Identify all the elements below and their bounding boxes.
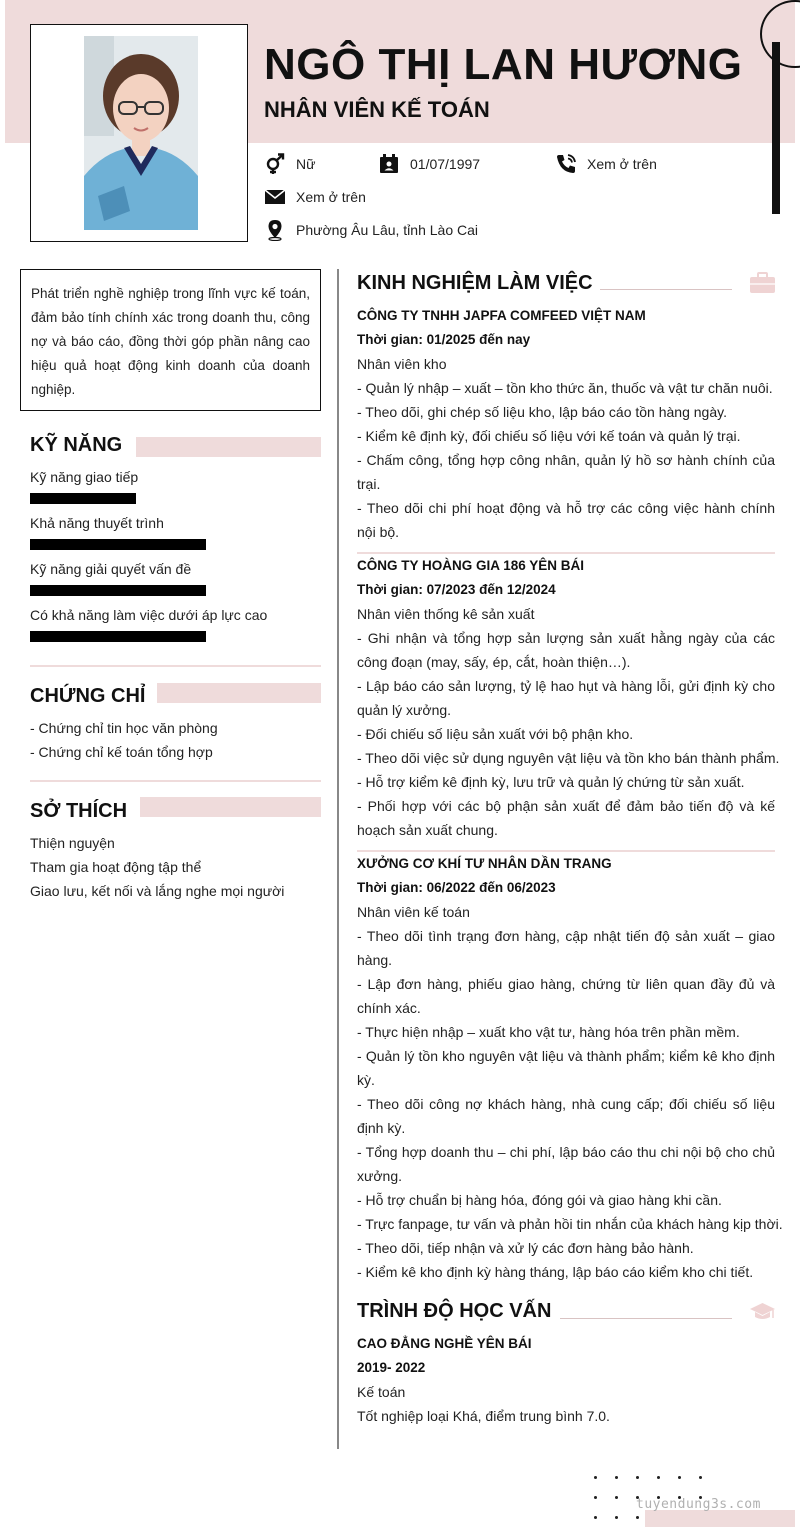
experience-heading-rule: [600, 289, 732, 290]
job-duty: - Thực hiện nhập – xuất kho vật tư, hàng hóa trên phần mềm.: [357, 1024, 740, 1040]
job-duty: - Quản lý tồn kho nguyên vật liệu và thành phẩm; kiểm kê kho định kỳ.: [357, 1048, 775, 1088]
avatar: [84, 36, 198, 230]
job-duty: - Theo dõi tình trạng đơn hàng, cập nhật tiến độ sản xuất – giao hàng.: [357, 928, 775, 968]
job-duty: - Đối chiếu số liệu sản xuất với bộ phận kho.: [357, 726, 634, 742]
experience-heading: KINH NGHIỆM LÀM VIỆC: [357, 272, 593, 294]
skill-level-bar: [30, 539, 206, 550]
location-pin-icon: [264, 219, 286, 241]
job-duty: - Quản lý nhập – xuất – tồn kho thức ăn, thuốc và vật tư chăn nuôi.: [357, 380, 773, 396]
decorative-dot: [657, 1476, 660, 1479]
skill-label: Có khả năng làm việc dưới áp lực cao: [30, 607, 268, 623]
email-value: Xem ở trên: [296, 189, 366, 205]
job-position: Nhân viên kho: [357, 356, 447, 372]
job-duty: - Ghi nhận và tổng hợp sản lượng sản xuất hằng ngày của các công đoạn (may, sấy, ép, cắt, hoàn thiện…).: [357, 630, 775, 670]
gender-info: [264, 153, 315, 175]
job-duty: - Hỗ trợ kiểm kê định kỳ, lưu trữ và quản lý chứng từ sản xuất.: [357, 774, 745, 790]
certificate-item: - Chứng chỉ tin học văn phòng: [30, 720, 218, 736]
skill-level-bar: [30, 585, 206, 596]
section-divider: [30, 665, 321, 667]
decorative-dot: [594, 1476, 597, 1479]
phone-value: Xem ở trên: [587, 156, 657, 172]
job-position: Nhân viên thống kê sản xuất: [357, 606, 535, 622]
skill-label: Kỹ năng giải quyết vấn đề: [30, 561, 192, 577]
job-duty: - Chấm công, tổng hợp công nhân, quản lý hồ sơ hành chính của trại.: [357, 452, 775, 492]
job-duty: - Tổng hợp doanh thu – chi phí, lập báo cáo thu chi nội bộ cho chủ xưởng.: [357, 1144, 775, 1184]
address-value: Phường Âu Lâu, tỉnh Lào Cai: [296, 222, 479, 238]
job-duty: - Theo dõi chi phí hoạt động và hỗ trợ các công việc hành chính nội bộ.: [357, 500, 775, 540]
education-heading-rule: [560, 1318, 732, 1319]
job-period: Thời gian: 06/2022 đến 06/2023: [357, 880, 556, 895]
section-divider: [30, 780, 321, 782]
decorative-dot: [699, 1476, 702, 1479]
hobbies-heading: SỞ THÍCH: [30, 800, 128, 822]
job-duty: - Theo dõi việc sử dụng nguyên vật liệu và tồn kho bán thành phẩm.: [357, 750, 780, 766]
education-heading: TRÌNH ĐỘ HỌC VẤN: [357, 1300, 552, 1322]
decorative-bar: [772, 42, 780, 214]
briefcase-icon: [749, 272, 776, 299]
decorative-dot: [615, 1496, 618, 1499]
job-period: Thời gian: 01/2025 đến nay: [357, 332, 531, 347]
gender-icon: [264, 153, 286, 175]
birthday-value: 01/07/1997: [410, 156, 481, 172]
watermark: tuyendung3s.com: [636, 1497, 761, 1512]
skill-label: Khả năng thuyết trình: [30, 515, 164, 531]
skills-heading-bar: [136, 437, 321, 457]
job-period: Thời gian: 07/2023 đến 12/2024: [357, 582, 556, 597]
gender-value: Nữ: [296, 156, 316, 172]
skill-level-bar: [30, 631, 206, 642]
hobby-item: Tham gia hoạt động tập thể: [30, 859, 202, 875]
address-info: [264, 219, 478, 241]
decorative-dot: [594, 1496, 597, 1499]
certificates-heading: CHỨNG CHỈ: [30, 685, 146, 707]
job-position: Nhân viên kế toán: [357, 904, 470, 920]
phone-icon: [555, 153, 577, 175]
certificates-heading-bar: [157, 683, 321, 703]
hobby-item: Giao lưu, kết nối và lắng nghe mọi người: [30, 883, 285, 899]
birthday-info: [378, 153, 480, 175]
education-years: 2019- 2022: [357, 1360, 426, 1375]
hobbies-heading-bar: [140, 797, 321, 817]
job-duty: - Hỗ trợ chuẩn bị hàng hóa, đóng gói và giao hàng khi cần.: [357, 1192, 722, 1208]
company-name: CÔNG TY TNHH JAPFA COMFEED VIỆT NAM: [357, 308, 646, 323]
calendar-icon: [378, 153, 400, 175]
decorative-dot: [636, 1476, 639, 1479]
corner-band: [645, 1510, 795, 1527]
job-duty: - Lập đơn hàng, phiếu giao hàng, chứng từ liên quan đầy đủ và chính xác.: [357, 976, 775, 1016]
column-divider: [337, 269, 339, 1449]
job-duty: - Trực fanpage, tư vấn và phản hồi tin nhắn của khách hàng kịp thời.: [357, 1216, 783, 1232]
school-name: CAO ĐẲNG NGHỀ YÊN BÁI: [357, 1336, 532, 1351]
phone-info: [555, 153, 657, 175]
decorative-dot: [615, 1476, 618, 1479]
hobby-item: Thiện nguyện: [30, 835, 115, 851]
skill-label: Kỹ năng giao tiếp: [30, 469, 139, 485]
job-duty: - Theo dõi, ghi chép số liệu kho, lập báo cáo tồn hàng ngày.: [357, 404, 727, 420]
graduation-cap-icon: [749, 1301, 776, 1328]
job-duty: - Theo dõi công nợ khách hàng, nhà cung cấp; đối chiếu số liệu định kỳ.: [357, 1096, 775, 1136]
job-duty: - Lập báo cáo sản lượng, tỷ lệ hao hụt và hàng lỗi, gửi định kỳ cho quản lý xưởng.: [357, 678, 775, 718]
skill-level-bar: [30, 493, 136, 504]
envelope-icon: [264, 186, 286, 208]
decorative-dot: [636, 1516, 639, 1519]
education-result: Tốt nghiệp loại Khá, điểm trung bình 7.0.: [357, 1408, 610, 1424]
job-title: NHÂN VIÊN KẾ TOÁN: [264, 97, 490, 122]
decorative-dot: [615, 1516, 618, 1519]
education-major: Kế toán: [357, 1384, 406, 1400]
company-name: CÔNG TY HOÀNG GIA 186 YÊN BÁI: [357, 558, 585, 573]
email-info: [264, 186, 366, 208]
company-name: XƯỞNG CƠ KHÍ TƯ NHÂN DẦN TRANG: [357, 856, 612, 871]
decorative-dot: [594, 1516, 597, 1519]
career-objective: Phát triển nghề nghiệp trong lĩnh vực kế toán, đảm bảo tính chính xác trong doanh thu, công nợ và báo cáo, đồng thời góp phần nâng cao hiệu quả hoạt động kinh doanh của doanh nghiệp.: [20, 269, 321, 411]
job-duty: - Kiểm kê định kỳ, đối chiếu số liệu với kế toán và quản lý trại.: [357, 428, 741, 444]
job-duty: - Theo dõi, tiếp nhận và xử lý các đơn hàng bảo hành.: [357, 1240, 694, 1256]
candidate-name: NGÔ THỊ LAN HƯƠNG: [264, 40, 743, 89]
decorative-dot: [678, 1476, 681, 1479]
skills-heading: KỸ NĂNG: [30, 434, 123, 456]
job-duty: - Phối hợp với các bộ phận sản xuất để đảm bảo tiến độ và kế hoạch sản xuất chung.: [357, 798, 775, 838]
job-duty: - Kiểm kê kho định kỳ hàng tháng, lập báo cáo kiểm kho chi tiết.: [357, 1264, 754, 1280]
certificate-item: - Chứng chỉ kế toán tổng hợp: [30, 744, 213, 760]
